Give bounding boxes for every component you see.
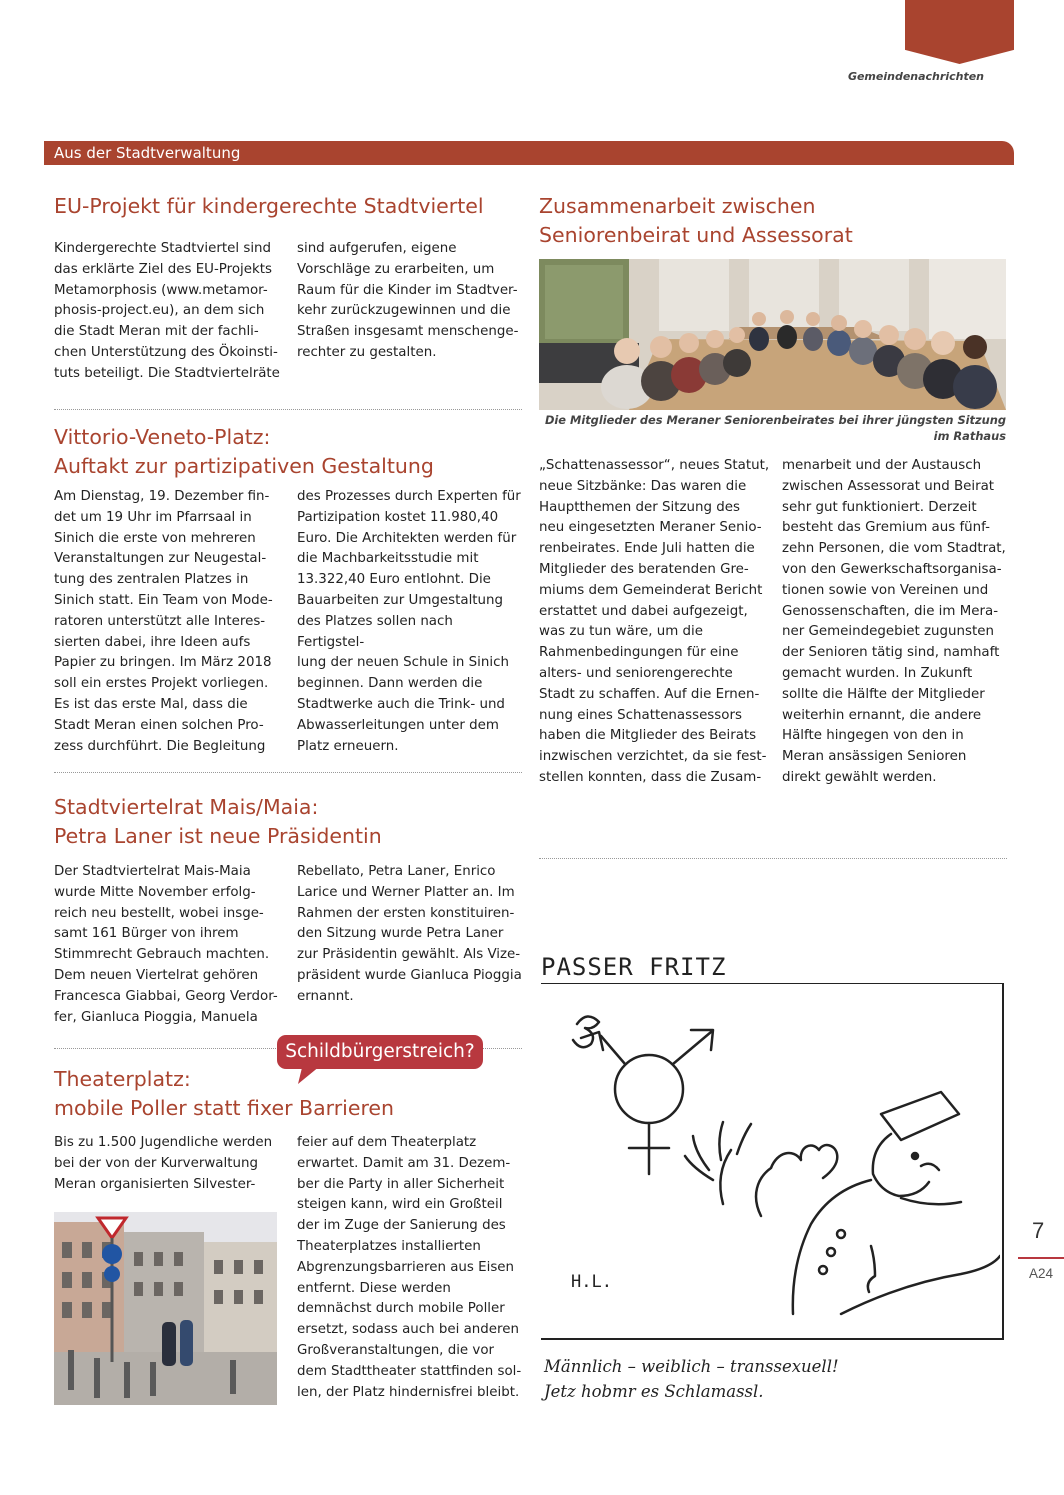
text-line: Mitglieder des beratenden Gre- (539, 561, 749, 577)
text-line: „Schattenassessor“, neues Statut, (539, 458, 770, 473)
text-line: inzwischen verzichtet, da sie fest- (539, 749, 767, 765)
text-line: alters- und seniorengerechte (539, 665, 733, 681)
divider (539, 858, 1007, 859)
text-line: Francesca Giabbai, Georg Verdor- (54, 988, 278, 1004)
text-line: tuts beteiligt. Die Stadtviertelräte (54, 365, 280, 381)
text-line: len, der Platz hindernisfrei bleibt. (297, 1384, 520, 1400)
cartoon-title: PASSER FRITZ (541, 953, 727, 981)
text-line: neu eingesetzten Meraner Senio- (539, 520, 762, 536)
text-line: ner Gemeindegebiet zugunsten (782, 624, 994, 640)
text-line: Raum für die Kinder im Stadtver- (297, 282, 518, 298)
text-line: Großveranstaltungen, die vor (297, 1342, 495, 1358)
text-line: Papier zu bringen. Im März 2018 (54, 655, 272, 671)
caption-line: Jetz hobmr es Schlamassl. (544, 1382, 764, 1401)
theater-photo (54, 1212, 277, 1405)
text-line: dem Stadttheater stattfinden sol- (297, 1363, 522, 1379)
text-line: Bauarbeiten zur Umgestaltung (297, 592, 504, 608)
text-line: feier auf dem Theaterplatz (297, 1135, 477, 1150)
article-vittorio-title (54, 423, 434, 481)
text-line: Euro. Die Architekten werden für (297, 530, 517, 546)
text-line: Genossenschaften, die im Mera- (782, 603, 999, 619)
page-code: A24 (1029, 1266, 1054, 1281)
article-senioren-title (539, 192, 853, 250)
text-line: phosis-project.eu), an dem sich (54, 303, 265, 319)
text-line: ersetzt, sodass auch bei anderen (297, 1322, 519, 1338)
text-line: Der Stadtviertelrat Mais-Maia (54, 864, 251, 879)
text-line: sind aufgerufen, eigene (297, 241, 457, 256)
caption-line: im Rathaus (933, 429, 1006, 443)
text-line: soll ein erstes Projekt vorliegen. (54, 676, 269, 692)
text-line: das erklärte Ziel des EU-Projekts (54, 261, 272, 277)
text-line: Meran organisierten Silvester- (54, 1176, 256, 1192)
text-line: Stimmrecht Gebrauch machten. (54, 947, 270, 963)
text-line: haben die Mitglieder des Beirats (539, 728, 757, 744)
title-line: Vittorio-Veneto-Platz: (54, 425, 271, 449)
text-line: Rahmenbedingungen für eine (539, 645, 739, 661)
text-line: direkt gewählt werden. (782, 769, 937, 785)
text-line: nung eines Schattenassessors (539, 707, 742, 723)
text-line: Stadt Meran einen solchen Pro- (54, 717, 264, 733)
cartoon-signature: H.L. (571, 1272, 612, 1292)
text-line: Metamorphosis (www.metamor- (54, 282, 268, 298)
text-line: tung des zentralen Platzes in (54, 572, 249, 588)
article-mais-col2 (297, 862, 523, 1008)
article-vittorio-col2 (297, 487, 523, 757)
senioren-photo-image (539, 259, 1006, 410)
text-line: was zu tun wäre, um die (539, 624, 704, 640)
text-line: 13.322,40 Euro entlohnt. Die (297, 572, 491, 588)
text-line: Bis zu 1.500 Jugendliche werden (54, 1135, 273, 1150)
text-line: von den Gewerkschaftsorganisa- (782, 561, 1002, 577)
text-line: Rebellato, Petra Laner, Enrico (297, 864, 496, 879)
text-line: Sinich die erste von mehreren (54, 530, 256, 546)
divider (54, 772, 522, 773)
title-line: mobile Poller statt fixer Barrieren (54, 1096, 395, 1120)
text-line: ratoren unterstützt alle Interes- (54, 613, 266, 629)
text-line: sollte die Hälfte der Mitglieder (782, 686, 985, 702)
text-line: det um 19 Uhr im Pfarrsaal in (54, 509, 252, 525)
text-line: neue Sitzbänke: Das waren die (539, 478, 747, 494)
text-line: samt 161 Bürger von ihrem (54, 926, 239, 942)
text-line: der im Zuge der Sanierung des (297, 1218, 506, 1234)
article-theater-title (54, 1065, 394, 1123)
text-line: besteht das Gremium aus fünf- (782, 520, 990, 536)
senioren-photo (539, 259, 1006, 410)
cartoon-caption (544, 1354, 839, 1404)
text-line: Stadt zu schaffen. Auf die Ernen- (539, 686, 760, 702)
text-line: weiterhin ernannt, die andere (782, 707, 982, 723)
text-line: ber die Party in aller Sicherheit (297, 1176, 505, 1192)
article-mais-title (54, 793, 382, 851)
text-line: Kindergerechte Stadtviertel sind (54, 241, 272, 256)
text-line: bei der von der Kurverwaltung (54, 1155, 258, 1171)
text-line: Hälfte hingegen von den in (782, 728, 964, 744)
divider (54, 409, 522, 410)
text-line: Sinich statt. Ein Team von Mode- (54, 592, 273, 608)
speech-bubble: Schildbürgerstreich? (277, 1035, 483, 1069)
text-line: Partizipation kostet 11.980,40 (297, 509, 499, 525)
text-line: Abgrenzungsbarrieren aus Eisen (297, 1259, 515, 1275)
text-line: Es ist das erste Mal, dass die (54, 696, 248, 712)
text-line: Stadtwerke auch die Trink- und (297, 696, 505, 712)
text-line: der Senioren tätig sind, namhaft (782, 645, 1000, 661)
section-label: Gemeindenachrichten (847, 70, 984, 83)
section-banner (44, 141, 1014, 165)
text-line: Abwasserleitungen unter dem (297, 717, 499, 733)
text-line: Am Dienstag, 19. Dezember fin- (54, 489, 270, 504)
text-line: zur Präsidentin gewählt. Als Vize- (297, 947, 521, 963)
text-line: Platz erneuern. (297, 738, 399, 754)
section-banner-title: Aus der Stadtverwaltung (54, 144, 241, 162)
text-line: stellen konnten, dass die Zusam- (539, 769, 762, 785)
article-vittorio-col1 (54, 487, 290, 757)
text-line: erwartet. Damit am 31. Dezem- (297, 1155, 511, 1171)
text-line: die Machbarkeitsstudie mit (297, 551, 479, 567)
title-line: Petra Laner ist neue Präsidentin (54, 824, 382, 848)
text-line: reich neu bestellt, wobei insge- (54, 905, 264, 921)
text-line: Theaterplatzes installierten (297, 1238, 481, 1254)
article-senioren-col2 (782, 456, 1018, 789)
text-line: sierten dabei, ihre Ideen aufs (54, 634, 251, 650)
text-line: tionen sowie von Vereinen und (782, 582, 989, 598)
text-line: zwischen Assessorat und Beirat (782, 478, 995, 494)
text-line: lung der neuen Schule in Sinich (297, 655, 509, 671)
text-line: menarbeit und der Austausch (782, 458, 982, 473)
article-theater-col1 (54, 1133, 290, 1195)
senioren-photo-caption (539, 412, 1006, 444)
text-line: gemacht wurden. In Zukunft (782, 665, 973, 681)
article-eu-col1 (54, 239, 290, 385)
title-line: Stadtviertelrat Mais/Maia: (54, 795, 319, 819)
title-line: Seniorenbeirat und Assessorat (539, 223, 853, 247)
text-line: Larice und Werner Platter an. Im (297, 884, 515, 900)
text-line: rechter zu gestalten. (297, 344, 437, 360)
title-line: Zusammenarbeit zwischen (539, 194, 816, 218)
text-line: Veranstaltungen zur Neugestal- (54, 551, 267, 567)
text-line: kehr zurückzugewinnen und die (297, 303, 511, 319)
text-line: renbeirates. Ende Juli hatten die (539, 541, 755, 557)
text-line: steigen kann, wird ein Großteil (297, 1197, 503, 1213)
article-eu-col2 (297, 239, 523, 364)
text-line: den Sitzung wurde Petra Laner (297, 926, 504, 942)
text-line: Dem neuen Viertelrat gehören (54, 967, 259, 983)
theater-photo-image (54, 1212, 277, 1405)
header-tab (905, 0, 1014, 64)
text-line: entfernt. Diese werden (297, 1280, 451, 1296)
caption-line: Männlich – weiblich – transsexuell! (544, 1357, 839, 1376)
article-eu-title: EU-Projekt für kindergerechte Stadtviertel (54, 194, 484, 218)
article-theater-col2 (297, 1133, 523, 1403)
text-line: Straßen insgesamt menschenge- (297, 324, 519, 340)
text-line: chen Unterstützung des Ökoinsti- (54, 344, 278, 360)
cartoon-drawing (541, 984, 1000, 1336)
text-line: zess durchführt. Die Begleitung (54, 738, 266, 754)
text-line: Vorschläge zu erarbeiten, um (297, 261, 495, 277)
title-line: Auftakt zur partizipativen Gestaltung (54, 454, 434, 478)
text-line: wurde Mitte November erfolg- (54, 884, 256, 900)
page-number-rule (1018, 1257, 1064, 1259)
text-line: Rahmen der ersten konstituiren- (297, 905, 515, 921)
text-line: miums dem Gemeinderat Bericht (539, 582, 763, 598)
text-line: des Platzes sollen nach Fertigstel- (297, 613, 453, 650)
title-line: Theaterplatz: (54, 1067, 191, 1091)
text-line: zehn Personen, die vom Stadtrat, (782, 541, 1006, 557)
text-line: Meran ansässigen Senioren (782, 749, 967, 765)
article-mais-col1 (54, 862, 290, 1028)
caption-line: Die Mitglieder des Meraner Seniorenbeirates bei ihrer jüngsten Sitzung (544, 413, 1006, 427)
text-line: ernannt. (297, 988, 354, 1004)
text-line: die Stadt Meran mit der fachli- (54, 324, 259, 340)
cartoon-frame (541, 983, 1004, 1340)
text-line: des Prozesses durch Experten für (297, 489, 521, 504)
text-line: sehr gut funktioniert. Derzeit (782, 499, 977, 515)
text-line: erstattet und dabei aufgezeigt, (539, 603, 748, 619)
text-line: präsident wurde Gianluca Pioggia (297, 967, 522, 983)
text-line: fer, Gianluca Pioggia, Manuela (54, 1009, 258, 1025)
text-line: demnächst durch mobile Poller (297, 1301, 505, 1317)
text-line: Hauptthemen der Sitzung des (539, 499, 740, 515)
page-number: 7 (1032, 1218, 1045, 1243)
article-senioren-col1 (539, 456, 771, 789)
text-line: beginnen. Dann werden die (297, 676, 483, 692)
